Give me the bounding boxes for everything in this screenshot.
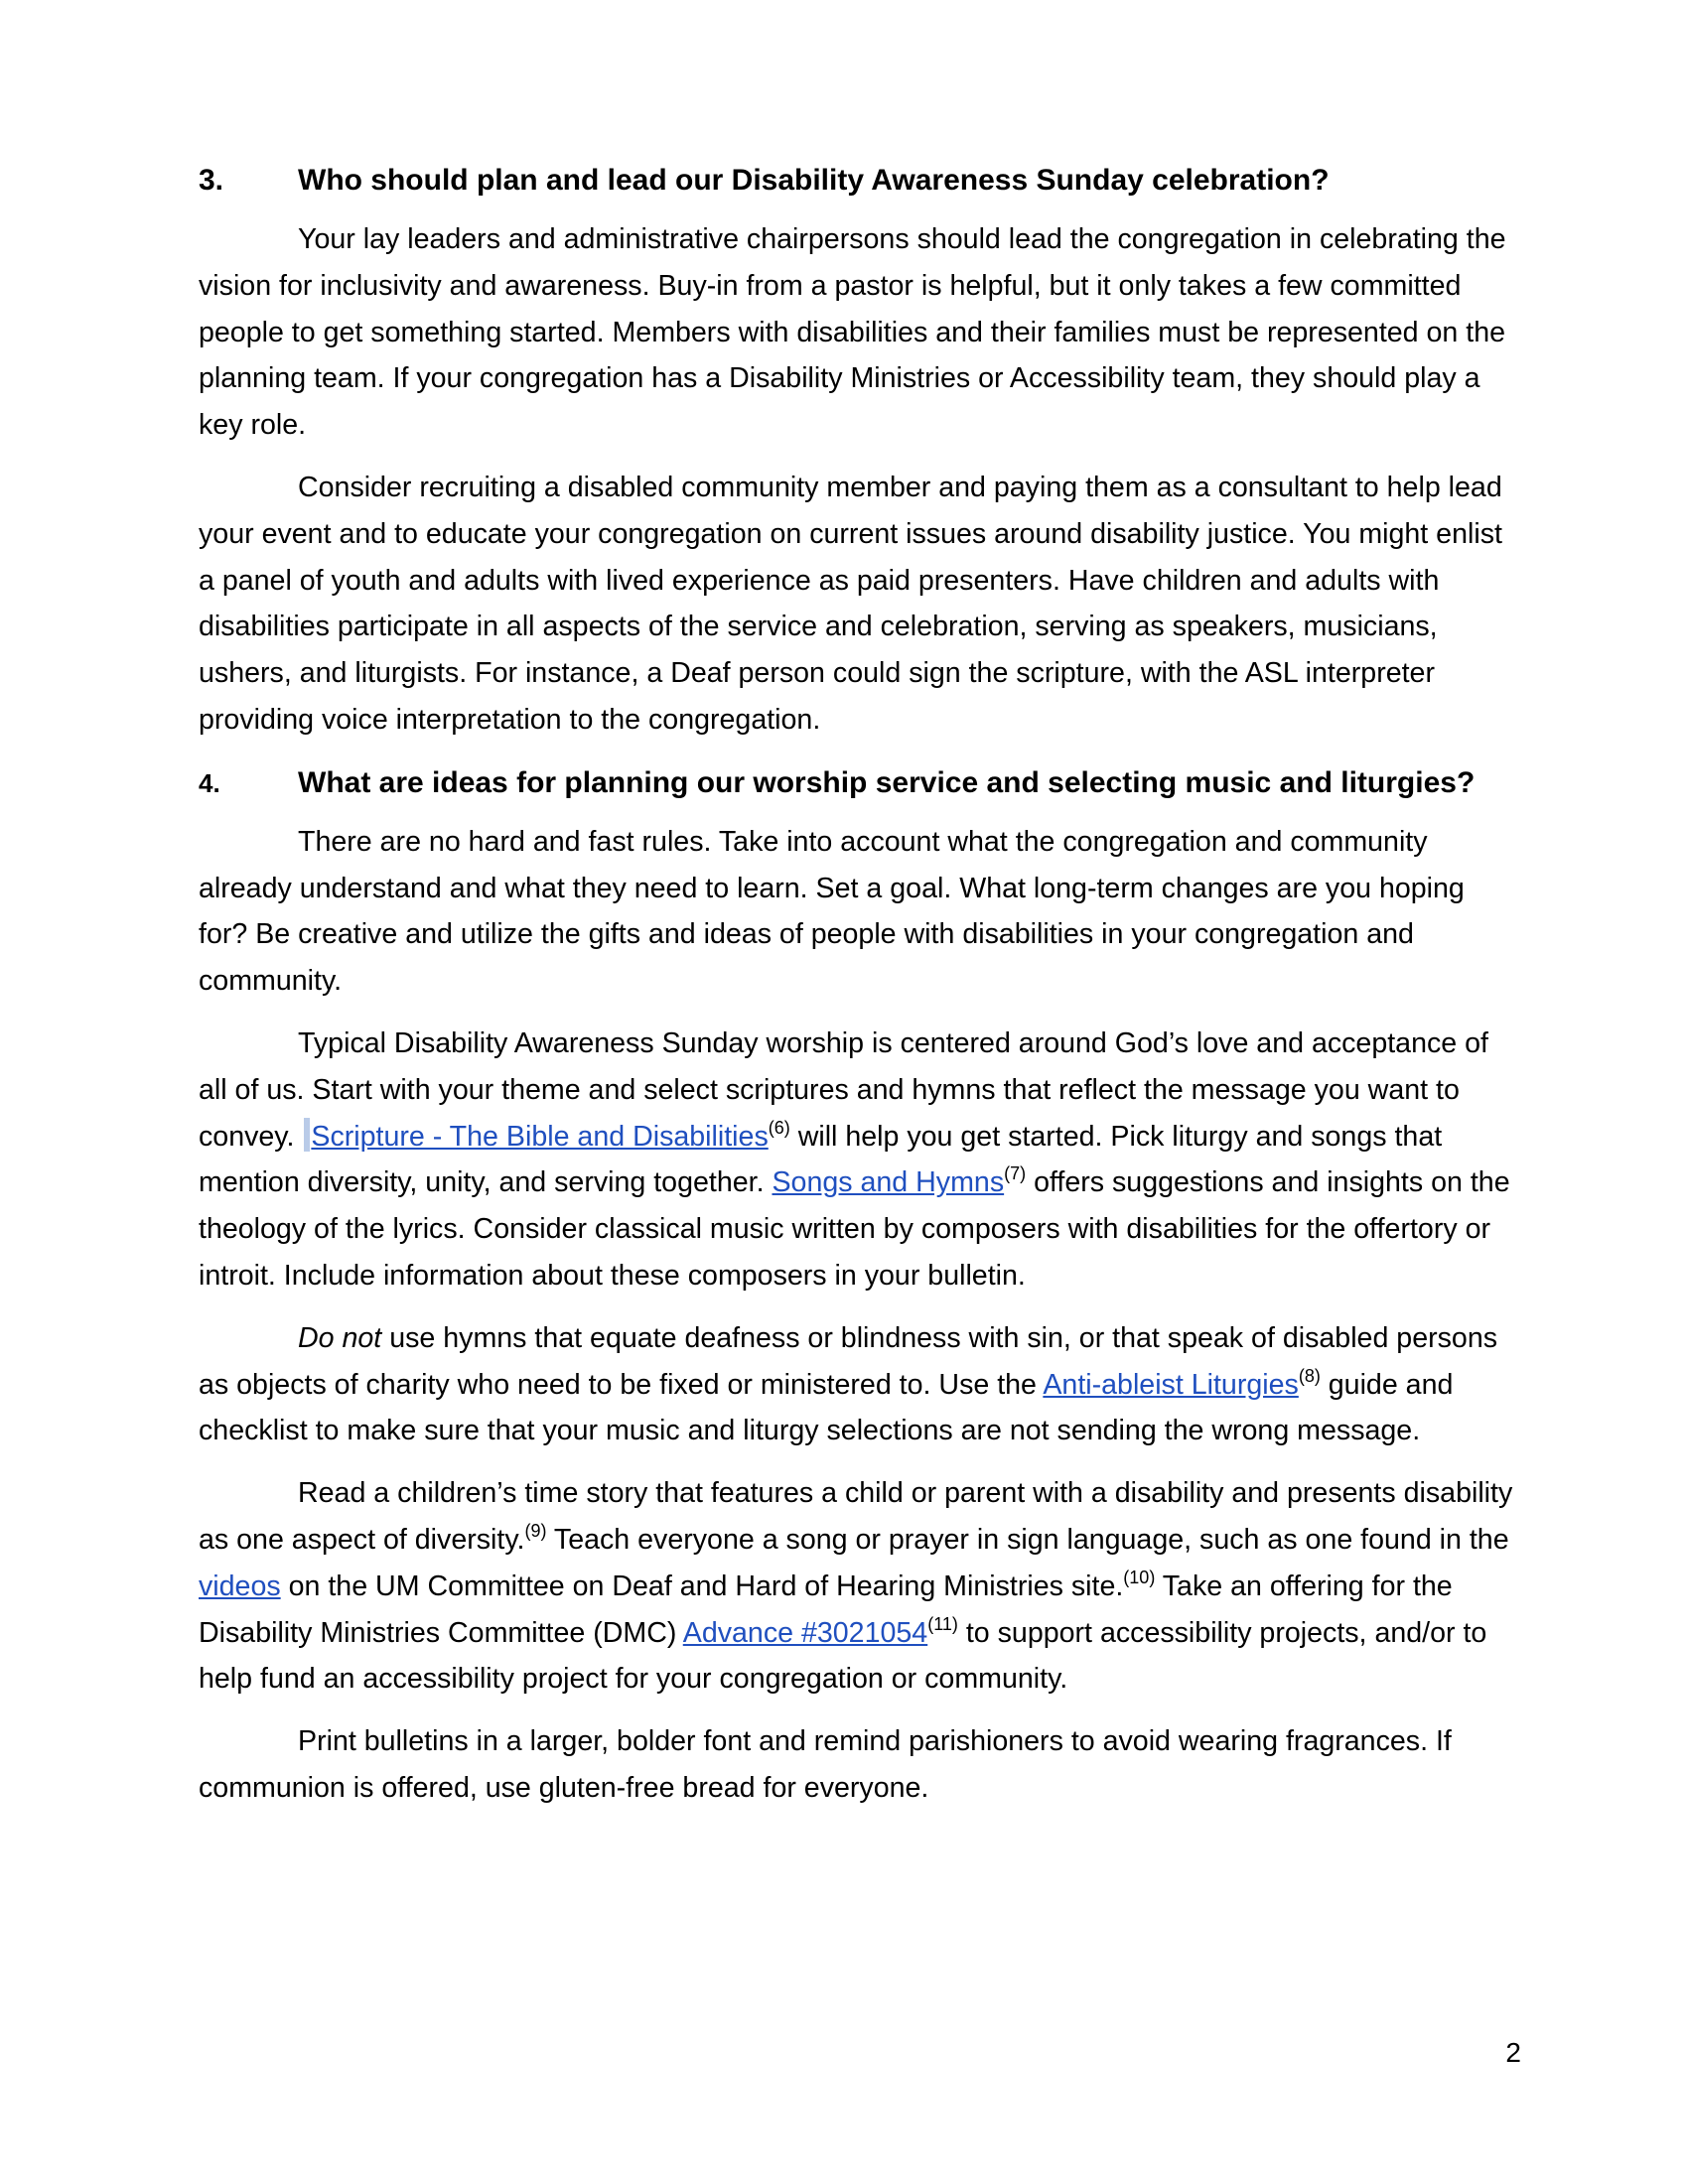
text-run: on the UM Committee on Deaf and Hard of Hearing Ministries site. bbox=[280, 1570, 1124, 1602]
paragraph: There are no hard and fast rules. Take into account what the congregation and community already understand and what they need to learn. Set a goal. What long-term changes are you hoping for? Be creative and utilize the gifts and ideas of people with disabilities in your congregation and community. bbox=[199, 825, 1465, 998]
text-run: Read a children’s time story that features a child or parent with a disability and presents disability as one aspect of diversity. bbox=[199, 1477, 1513, 1556]
text-run: Typical Disability Awareness Sunday worship is centered around God’s love and acceptance of all of us. Start with your theme and select scriptures and hymns that reflect the message you want to convey. bbox=[199, 1026, 1488, 1153]
footnote-ref: (10) bbox=[1123, 1567, 1156, 1587]
footnote-ref: (11) bbox=[927, 1613, 958, 1634]
page-number: 2 bbox=[1505, 2037, 1521, 2068]
text-run: use hymns that equate deafness or blindness with sin, or that speak of disabled persons as objects of charity who need to be fixed or ministered to. Use the bbox=[199, 1321, 1498, 1401]
paragraph bbox=[199, 1021, 1519, 1299]
text-run: Take an offering for the Disability Ministries Committee (DMC) bbox=[199, 1570, 1453, 1649]
section-number: 3. bbox=[199, 164, 224, 197]
text-run: Teach everyone a song or prayer in sign language, such as one found in the bbox=[546, 1523, 1509, 1556]
scripture-bible-disabilities-link[interactable]: Scripture - The Bible and Disabilities bbox=[311, 1120, 769, 1153]
section-4-heading bbox=[199, 761, 1519, 805]
text-cursor bbox=[304, 1118, 310, 1152]
emphasis: Do not bbox=[298, 1321, 382, 1354]
paragraph: Print bulletins in a larger, bolder font and remind parishioners to avoid wearing fragrances. If communion is offered, use gluten-free bread for everyone. bbox=[199, 1725, 1452, 1804]
videos-link[interactable]: videos bbox=[199, 1570, 281, 1602]
text-run: offers suggestions and insights on the theology of the lyrics. Consider classical music written by composers with disabilities for the offertory or introit. Include information about these composers in your bulletin. bbox=[199, 1166, 1510, 1292]
songs-and-hymns-link[interactable]: Songs and Hymns bbox=[772, 1166, 1005, 1199]
section-3-heading bbox=[199, 159, 1519, 203]
anti-ableist-liturgies-link[interactable]: Anti-ableist Liturgies bbox=[1043, 1368, 1299, 1401]
paragraph: Consider recruiting a disabled community member and paying them as a consultant to help lead your event and to educate your congregation on current issues around disability justice. You might enlist a panel of youth and adults with lived experience as paid presenters. Have children and adults with disabilities participate in all aspects of the service and celebration, serving as speakers, musicians, ushers, and liturgists. For instance, a Deaf person could sign the scripture, with the ASL interpreter providing voice interpretation to the congregation. bbox=[199, 471, 1502, 736]
page-content bbox=[199, 159, 1519, 1812]
section-title: What are ideas for planning our worship service and selecting music and liturgies? bbox=[298, 765, 1476, 799]
section-number: 4. bbox=[199, 767, 220, 798]
footnote-ref: (9) bbox=[524, 1520, 547, 1541]
paragraph: Your lay leaders and administrative chairpersons should lead the congregation in celebrating the vision for inclusivity and awareness. Buy-in from a pastor is helpful, but it only takes a few committed people to get something started. Members with disabilities and their families must be represented on the planning team. If your congregation has a Disability Ministries or Accessibility team, they should play a key role. bbox=[199, 223, 1506, 442]
footnote-ref: (7) bbox=[1004, 1163, 1027, 1184]
footnote-ref: (6) bbox=[768, 1117, 790, 1138]
paragraph bbox=[199, 1470, 1519, 1703]
footnote-ref: (8) bbox=[1298, 1365, 1321, 1386]
text-run: to support accessibility projects, and/or to help fund an accessibility project for your congregation or community. bbox=[199, 1616, 1487, 1696]
paragraph bbox=[199, 1315, 1519, 1454]
text-run: will help you get started. Pick liturgy and songs that mention diversity, unity, and serving together. bbox=[199, 1120, 1443, 1199]
advance-3021054-link[interactable]: Advance #3021054 bbox=[682, 1616, 928, 1649]
text-run: guide and checklist to make sure that your music and liturgy selections are not sending the wrong message. bbox=[199, 1368, 1454, 1447]
section-title: Who should plan and lead our Disability Awareness Sunday celebration? bbox=[298, 164, 1330, 197]
